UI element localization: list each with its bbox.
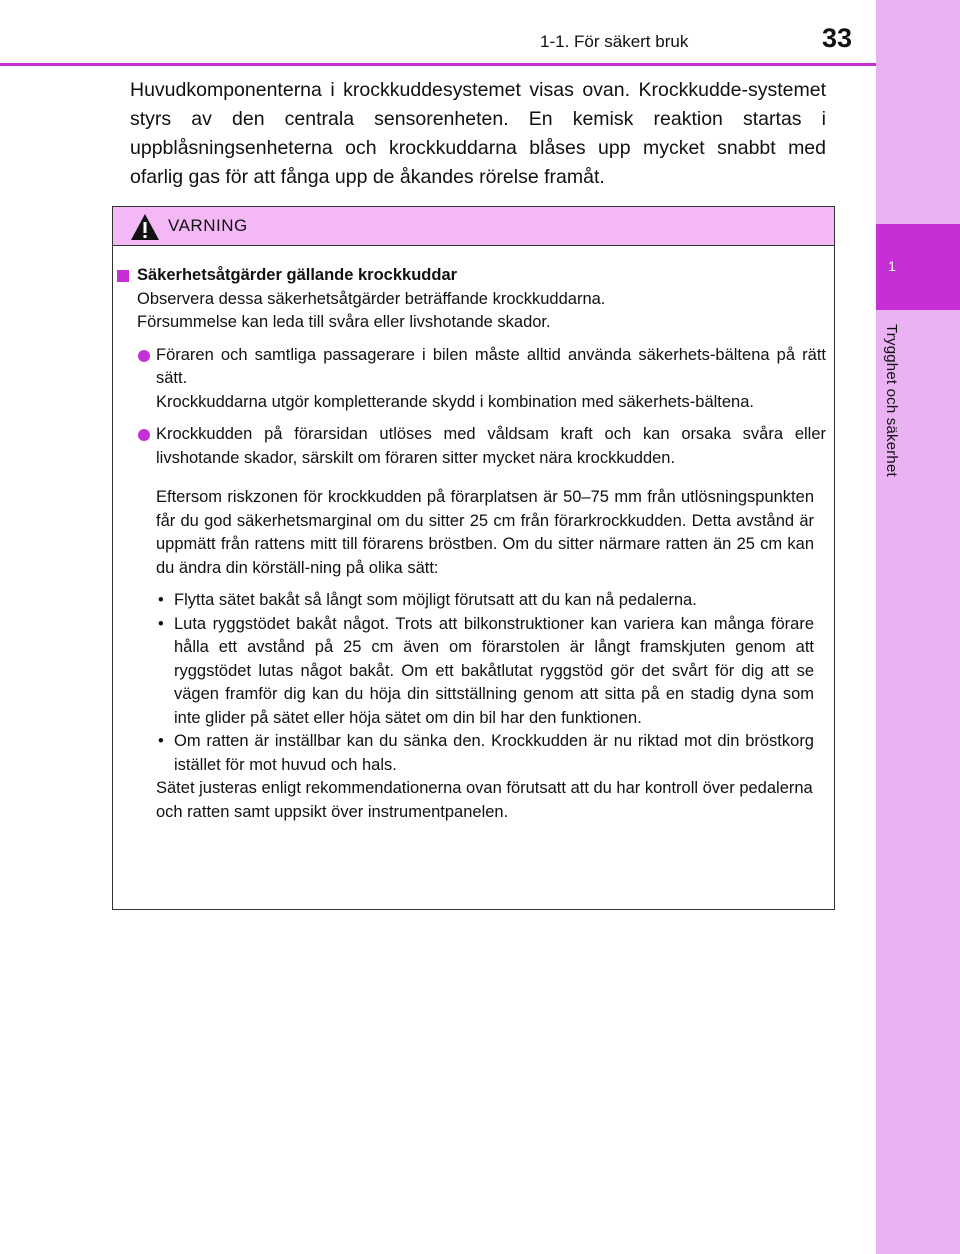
circle-bullet-icon [138, 429, 150, 441]
circle-bullet-icon [138, 350, 150, 362]
list-item [156, 589, 814, 613]
header-divider [0, 63, 876, 66]
bullet-dot-icon: • [158, 614, 164, 633]
warning-triangle-icon [130, 213, 160, 241]
adjustment-list [113, 589, 826, 777]
square-bullet-icon [117, 270, 129, 282]
warning-section-title [113, 264, 826, 288]
warning-item [113, 423, 826, 470]
bullet-dot-icon: • [158, 732, 164, 750]
warning-item-text: Krockkudden på förarsidan utlöses med våldsam kraft och kan orsaka svåra eller livshotande skador, särskilt om föraren sitter mycket nära krockkudden. [156, 425, 826, 467]
warning-body [113, 246, 834, 824]
warning-item [113, 344, 826, 415]
warning-header [113, 207, 834, 246]
list-item-text: Om ratten är inställbar kan du sänka den. Krockkudden är nu riktad mot din bröstkorg istället för mot huvud och hals. [174, 732, 814, 774]
section-line: Observera dessa säkerhetsåtgärder beträffande krockkuddarna. [137, 289, 606, 308]
intro-paragraph: Huvudkomponenterna i krockkuddesystemet visas ovan. Krockkudde-systemet styrs av den centrala sensorenheten. En kemisk reaktion startas i uppblåsningsenheterna och krockkuddarna blåses upp mycket snabbt med ofarlig gas för att fånga upp de åkandes rörelse framåt. [130, 79, 826, 188]
list-item [156, 730, 814, 777]
warning-item-text: Föraren och samtliga passagerare i bilen måste alltid använda säkerhets-bältena på rätt sätt. [156, 345, 826, 387]
list-item [156, 613, 814, 731]
list-item-text: Flytta sätet bakåt så långt som möjligt förutsatt att du kan nå pedalerna. [174, 591, 697, 609]
chapter-number: 1 [888, 258, 896, 274]
final-paragraph: Sätet justeras enligt rekommendationerna ovan förutsatt att du har kontroll över pedalerna och ratten samt uppsikt över instrumentpanelen. [156, 779, 813, 821]
chapter-sidebar [876, 0, 960, 1254]
warning-section-title-text: Säkerhetsåtgärder gällande krockkuddar [137, 266, 458, 284]
warning-box [112, 206, 835, 910]
section-title: 1-1. För säkert bruk [540, 32, 689, 51]
list-item-text: Luta ryggstödet bakåt något. Trots att bilkonstruktioner kan variera kan många förare hålla ett avstånd på 25 cm även om förarstolen är långt framskjuten genom att ryggstödet lutas något bakåt. Om ett bakåtlutat ryggstöd gör det svårt för dig att se vägen framför dig kan du höja din sittställning genom att sitta på en stadig dyna som inte glider på sätet eller höja sätet om din bil har den funktionen. [174, 614, 814, 727]
page-number: 33 [822, 23, 853, 53]
bullet-dot-icon: • [158, 591, 164, 609]
distance-paragraph: Eftersom riskzonen för krockkudden på förarplatsen är 50–75 mm från utlösningspunkten får du god säkerhetsmarginal om du sitter 25 cm från förarkrockkudden. Detta avstånd är uppmätt från rattens mitt till förarens bröstben. Om du sitter närmare ratten än 25 cm kan du ändra din körställ-ning på olika sätt: [156, 488, 814, 577]
warning-item-text: Krockkuddarna utgör kompletterande skydd i kombination med säkerhets-bältena. [156, 392, 754, 411]
section-line: Försummelse kan leda till svåra eller livshotande skador. [137, 313, 551, 331]
warning-title: VARNING [168, 216, 248, 235]
chapter-title: Trygghet och säkerhet [883, 324, 900, 477]
